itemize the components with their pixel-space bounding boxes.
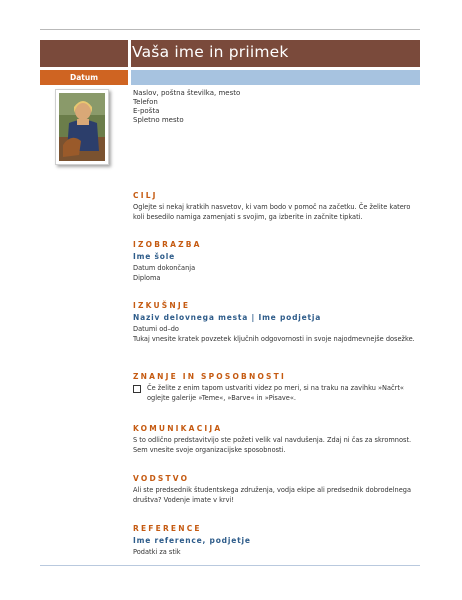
references-name[interactable]: Ime reference, podjetje	[133, 536, 251, 545]
name-banner	[40, 40, 420, 67]
experience-position[interactable]: Naziv delovnega mesta | Ime podjetja	[133, 313, 322, 322]
section-education	[133, 240, 423, 283]
experience-heading: IZKUŠNJE	[133, 301, 191, 310]
person-photo-icon	[59, 93, 105, 161]
contact-block	[133, 89, 240, 125]
section-experience	[133, 301, 423, 344]
communication-heading: KOMUNIKACIJA	[133, 424, 223, 433]
checkbox-icon[interactable]	[133, 385, 141, 393]
objective-heading: CILJ	[133, 191, 158, 200]
references-heading: REFERENCE	[133, 524, 202, 533]
skills-bullet	[133, 384, 423, 403]
contact-website[interactable]: Spletno mesto	[133, 116, 184, 124]
date-label[interactable]: Datum	[40, 70, 128, 85]
banner-divider	[128, 40, 131, 67]
references-contact[interactable]: Podatki za stik	[133, 548, 181, 556]
education-date[interactable]: Datum dokončanja	[133, 264, 196, 272]
section-communication	[133, 424, 423, 455]
contact-email[interactable]: E-pošta	[133, 107, 160, 115]
accent-bar	[131, 70, 420, 85]
section-leadership	[133, 474, 423, 505]
top-rule	[40, 29, 420, 30]
experience-text[interactable]: Tukaj vnesite kratek povzetek ključnih odgovornosti in svoje najodmevnejše dosežke.	[133, 334, 415, 343]
objective-text[interactable]: Oglejte si nekaj kratkih nasvetov, ki vam bodo v pomoč na začetku. Če želite katero koli besedilo namiga zamenjati s svojim, ga izberite in začnite tipkati.	[133, 203, 411, 221]
section-references	[133, 524, 423, 558]
contact-phone[interactable]: Telefon	[133, 98, 158, 106]
skills-text[interactable]: Če želite z enim tapom ustvariti videz po meri, si na traku na zavihku »Načrt« oglejte galerije »Teme«, »Barve« in »Pisave«.	[147, 384, 404, 402]
profile-photo[interactable]	[55, 89, 109, 165]
leadership-text[interactable]: Ali ste predsednik študentskega združenja, vodja ekipe ali predsednik dobrodelnega društva? Vodenje imate v krvi!	[133, 486, 412, 504]
communication-text[interactable]: S to odlično predstavitvijo ste požeti velik val navdušenja. Zdaj ni čas za skromnost. Sem vnesite svoje organizacijske sposobnosti.	[133, 436, 412, 454]
education-heading: IZOBRAZBA	[133, 240, 202, 249]
skills-heading: ZNANJE IN SPOSOBNOSTI	[133, 372, 286, 381]
experience-dates[interactable]: Datumi od–do	[133, 325, 179, 333]
bottom-rule	[40, 565, 420, 566]
contact-address[interactable]: Naslov, poštna številka, mesto	[133, 89, 241, 97]
education-school[interactable]: Ime šole	[133, 252, 175, 261]
section-skills	[133, 372, 423, 403]
education-diploma[interactable]: Diploma	[133, 273, 161, 282]
leadership-heading: VODSTVO	[133, 474, 190, 483]
resume-name[interactable]: Vaša ime in priimek	[132, 43, 289, 61]
section-objective	[133, 191, 423, 222]
